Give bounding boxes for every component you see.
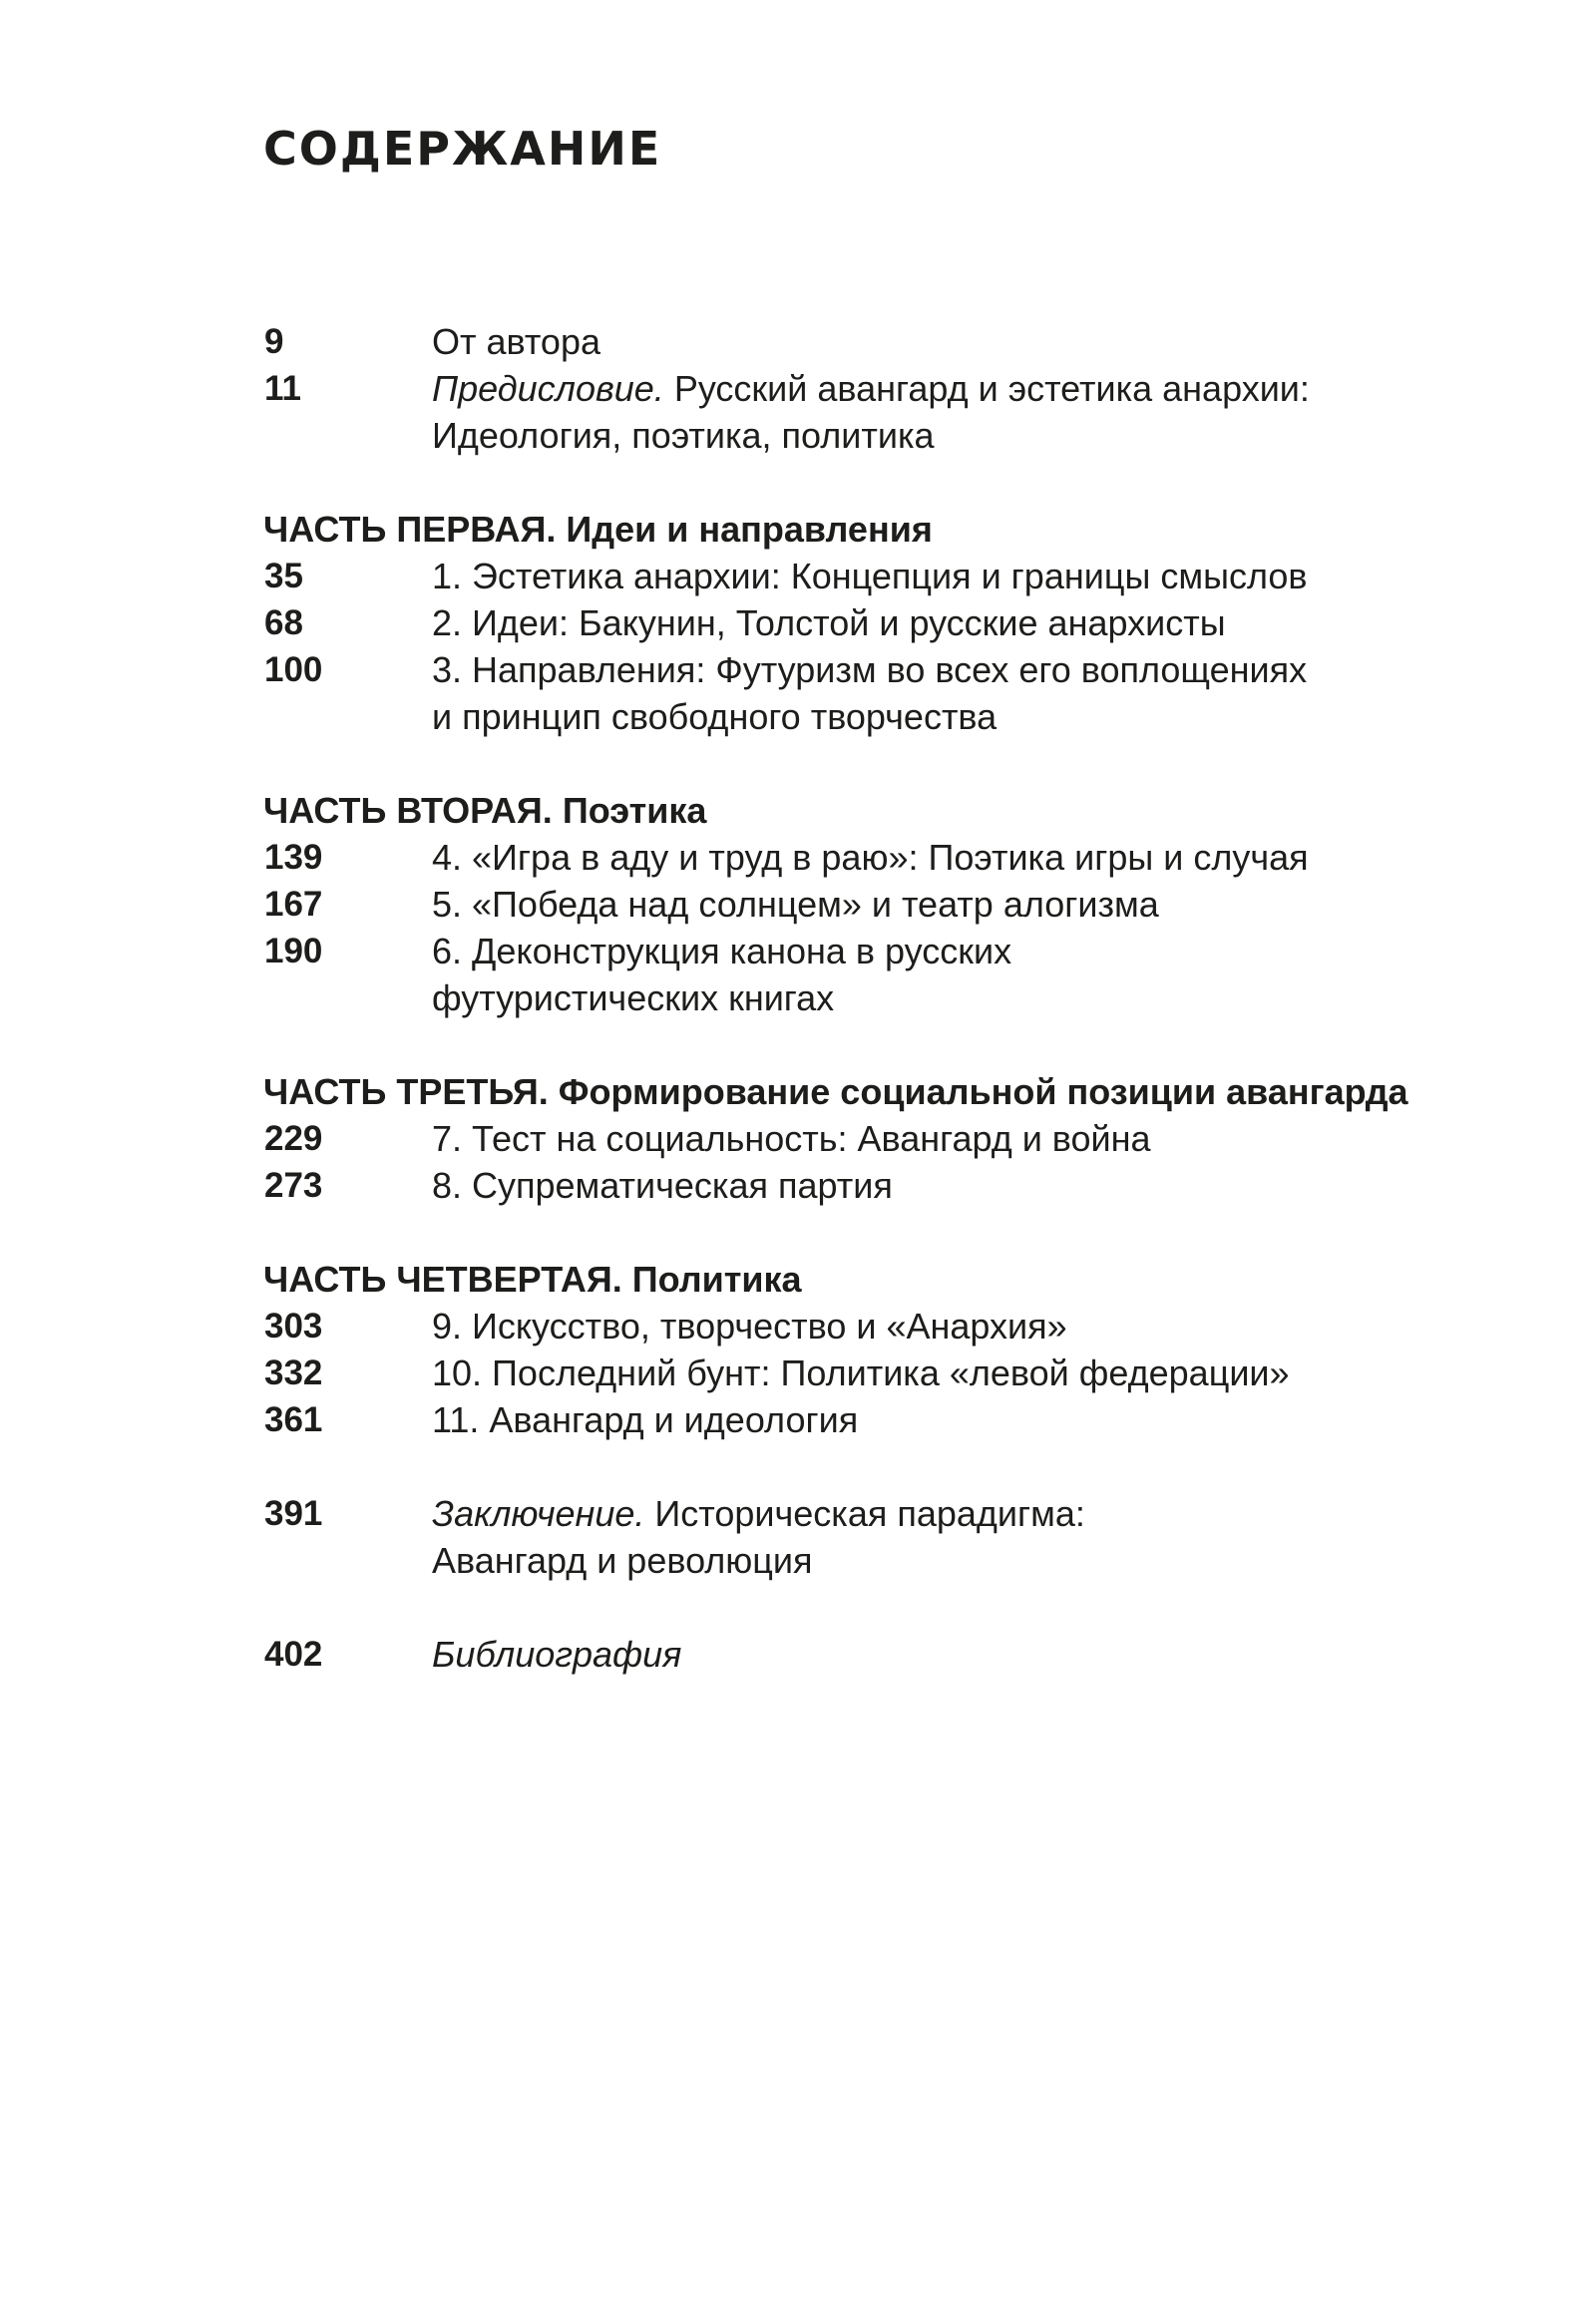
- page-number: 391: [264, 1494, 323, 1533]
- toc-entry[interactable]: [263, 1115, 1560, 1162]
- page-number: 190: [264, 932, 323, 970]
- toc-entry[interactable]: [263, 834, 1560, 881]
- page-number: 139: [264, 838, 323, 877]
- entry-title: [432, 1631, 1560, 1678]
- page-title: СОДЕРЖАНИЕ: [263, 122, 662, 176]
- entry-title-continuation: Идеология, поэтика, политика: [432, 415, 935, 456]
- toc-entry-conclusion[interactable]: [263, 1490, 1560, 1584]
- entry-title-text: Историческая парадигма:: [644, 1493, 1085, 1534]
- entry-title-text: Русский авангард и эстетика анархии:: [663, 368, 1310, 409]
- entry-title: [432, 928, 1560, 1021]
- toc-entry-from-author[interactable]: [263, 318, 1560, 365]
- entry-label-italic: Предисловие.: [432, 368, 664, 409]
- page-number: 303: [264, 1307, 323, 1346]
- page-number: 68: [264, 603, 303, 642]
- page-number: 361: [264, 1400, 323, 1439]
- entry-title: 7. Тест на социальность: Авангард и война: [432, 1118, 1151, 1159]
- entry-title-text: 6. Деконструкция канона в русских: [432, 931, 1012, 971]
- page-number: 11: [264, 369, 301, 408]
- toc-entry[interactable]: [263, 881, 1560, 928]
- toc-entry-preface[interactable]: [263, 365, 1560, 459]
- entry-label-italic: Заключение.: [432, 1493, 645, 1534]
- entry-title: [432, 1490, 1560, 1584]
- entry-title: 11. Авангард и идеология: [432, 1399, 859, 1440]
- entry-title: 2. Идеи: Бакунин, Толстой и русские анархисты: [432, 602, 1226, 643]
- toc-entry[interactable]: [263, 646, 1560, 740]
- table-of-contents: [263, 318, 1560, 1678]
- toc-entry[interactable]: [263, 1396, 1560, 1443]
- entry-title: 1. Эстетика анархии: Концепция и границы смыслов: [432, 556, 1308, 596]
- toc-entry-bibliography[interactable]: [263, 1631, 1560, 1678]
- page-number: 100: [264, 650, 323, 689]
- toc-entry[interactable]: [263, 553, 1560, 599]
- part-heading-3: ЧАСТЬ ТРЕТЬЯ. Формирование социальной позиции авангарда: [263, 1071, 1408, 1112]
- page-number: 35: [264, 557, 303, 595]
- entry-title: 4. «Игра в аду и труд в раю»: Поэтика игры и случая: [432, 837, 1309, 878]
- page-number: 229: [264, 1119, 323, 1158]
- page-number: 167: [264, 885, 323, 924]
- entry-title-continuation: Авангард и революция: [432, 1540, 813, 1581]
- entry-label-italic: Библиография: [432, 1634, 682, 1675]
- toc-entry[interactable]: [263, 1162, 1560, 1209]
- toc-entry[interactable]: [263, 1349, 1560, 1396]
- toc-entry[interactable]: [263, 928, 1560, 1021]
- page-number: 332: [264, 1353, 323, 1392]
- part-heading-4: ЧАСТЬ ЧЕТВЕРТАЯ. Политика: [263, 1259, 802, 1300]
- entry-title: [432, 365, 1560, 459]
- entry-title: 8. Супрематическая партия: [432, 1165, 893, 1206]
- page-number: 273: [264, 1166, 323, 1205]
- page-number: 9: [264, 322, 284, 361]
- entry-title: 5. «Победа над солнцем» и театр алогизма: [432, 884, 1159, 925]
- entry-title: [432, 646, 1560, 740]
- entry-title-text: 3. Направления: Футуризм во всех его воплощениях: [432, 649, 1308, 690]
- entry-title: 9. Искусство, творчество и «Анархия»: [432, 1306, 1067, 1347]
- part-heading-1: ЧАСТЬ ПЕРВАЯ. Идеи и направления: [263, 509, 933, 550]
- page-number: 402: [264, 1635, 323, 1674]
- toc-entry[interactable]: [263, 599, 1560, 646]
- toc-entry[interactable]: [263, 1303, 1560, 1349]
- part-heading-2: ЧАСТЬ ВТОРАЯ. Поэтика: [263, 790, 707, 831]
- entry-title: От автора: [432, 321, 600, 362]
- entry-title: 10. Последний бунт: Политика «левой федерации»: [432, 1352, 1290, 1393]
- entry-title-continuation: и принцип свободного творчества: [432, 696, 998, 737]
- entry-title-continuation: футуристических книгах: [432, 977, 835, 1018]
